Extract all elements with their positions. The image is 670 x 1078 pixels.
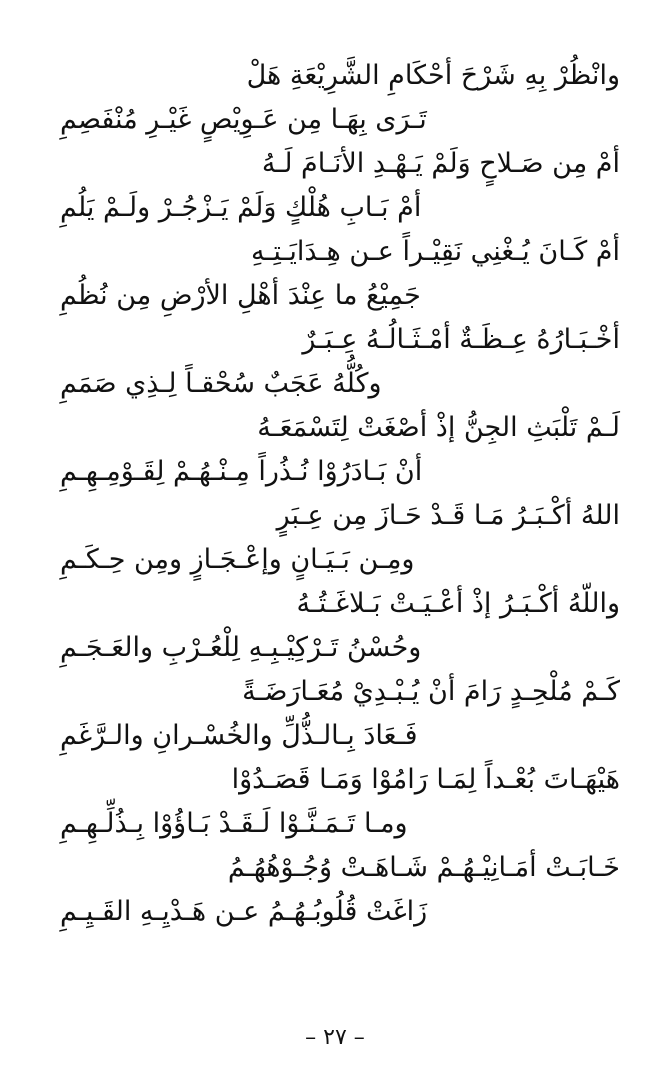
verse-line: أخْـبَـارُهُ عِـظَـةٌ أمْـثَـالُـهُ عِـبَـرٌ — [302, 324, 620, 355]
verse-line: أنْ بَـادَرُوْا نُـذُراً مِـنْـهُـمْ لِقَـوْمِـهِـمِ — [60, 456, 423, 487]
verse-line: وكُلُّهُ عَجَبٌ سُحْقـاً لِـذِي صَمَمِ — [60, 368, 382, 399]
verse-line: اللهُ أكْـبَـرُ مَـا قَـدْ حَـازَ مِن عِـبَرٍ — [276, 500, 620, 531]
verse-line: وانْظُرْ بِهِ شَرْحَ أحْكَامِ الشَّرِيْعَةِ هَلْ — [246, 60, 620, 91]
verse-line: كَـمْ مُلْحِـدٍ رَامَ أنْ يُـبْـدِيْ مُعَـارَضَـةً — [242, 676, 620, 707]
verse-line: لَـمْ تَلْبَثِ الجِنُّ إذْ أصْغَتْ لِتَسْمَعَـهُ — [257, 412, 620, 443]
verse-line: أمْ مِن صَـلاحٍ وَلَمْ يَـهْـدِ الأنَـامَ لَـهُ — [261, 148, 620, 179]
verse-line: هَيْهَـاتَ بُعْـداً لِمَـا رَامُوْا وَمَـا قَصَـدُوْا — [231, 764, 620, 795]
verse-line: ومِـن بَـيَـانٍ وإعْـجَـازٍ ومِن حِـكَـمِ — [60, 544, 415, 575]
verse-line: فَـعَادَ بِـالـذُّلِّ والخُسْـرانِ والـرَّغَمِ — [60, 720, 418, 751]
verse-line: أمْ بَـابِ هُلْكٍ وَلَمْ يَـزْجُـرْ ولَـمْ يَلُمِ — [60, 192, 422, 223]
verse-line: وحُسْنُ تَـرْكِيْـبِـهِ لِلْعُـرْبِ والعَـجَـمِ — [60, 632, 422, 663]
verse-line: خَـابَـتْ أمَـانِيْـهُـمْ شَـاهَـتْ وُجُـوْهُهُـمُ — [227, 852, 620, 883]
verse-line: ومـا تَـمَـنَّـوْا لَـقَـدْ بَـاؤُوْا بِـذُلِّـهِـمِ — [60, 808, 408, 839]
page-number: – ٢٧ – — [305, 1025, 365, 1050]
verse-line: تَـرَى بِهَـا مِن عَـوِيْصٍ غَيْـرِ مُنْفَصِمِ — [60, 104, 427, 135]
verse-line: زَاغَتْ قُلُوبُـهُـمُ عـن هَـدْيِـهِ القَـيِـمِ — [60, 896, 428, 927]
verse-line: جَمِيْعُ ما عِنْدَ أهْلِ الأرْضِ مِن نُظُمِ — [60, 280, 421, 311]
verse-line: أمْ كَـانَ يُـغْنِي نَقِيْـراً عـن هِـدَايَـتِـهِ — [250, 236, 620, 267]
verse-line: واللّهُ أكْـبَـرُ إذْ أعْـيَـتْ بَـلاغَـتُـهُ — [296, 588, 620, 619]
